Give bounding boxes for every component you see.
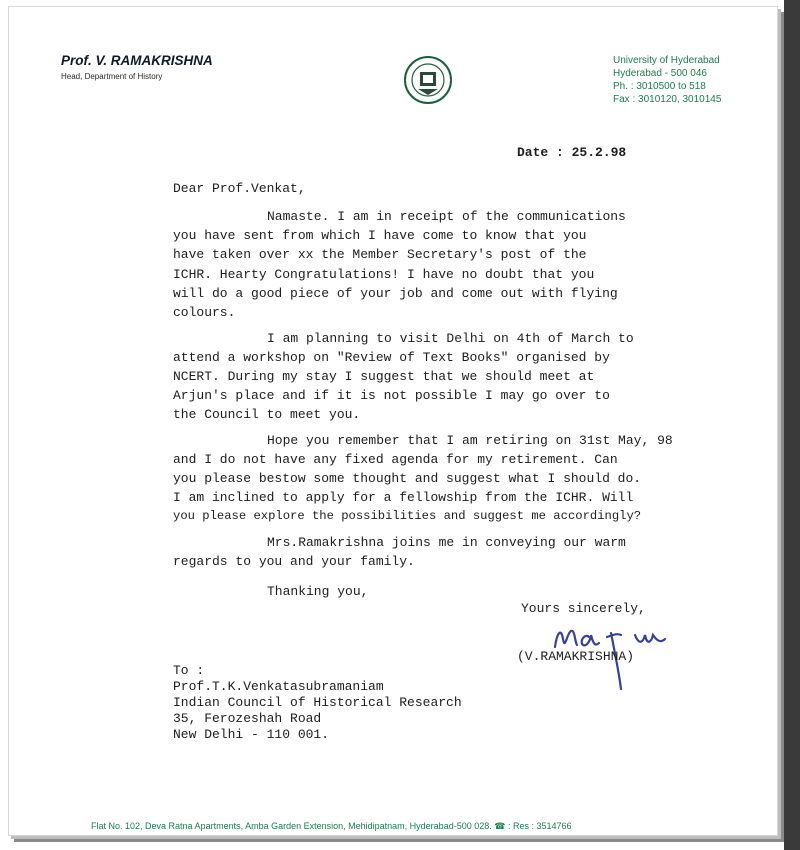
sender-designation: Head, Department of History: [61, 72, 163, 81]
paragraph-line: the Council to meet you.: [173, 407, 361, 422]
sender-name: Prof. V. RAMAKRISHNA: [61, 53, 213, 68]
address-line: Fax : 3010120, 3010145: [613, 94, 722, 105]
recipient-line: New Delhi - 110 001.: [173, 727, 330, 742]
university-address: [613, 54, 721, 106]
paragraph-line: Arjun's place and if it is not possible I may go over to: [173, 388, 610, 403]
address-line: University of Hyderabad: [613, 55, 720, 66]
right-border-bar: [784, 0, 800, 850]
residence-footer: Flat No. 102, Deva Ratna Apartments, Amba Garden Extension, Mehidipatnam, Hyderabad-500 028. ☎ : Res : 3514766: [91, 821, 572, 831]
recipient-line: Indian Council of Historical Research: [173, 695, 462, 710]
salutation: Dear Prof.Venkat,: [173, 181, 306, 196]
paragraph-line: you please bestow some thought and suggest what I should do.: [173, 471, 642, 486]
paragraph-line: and I do not have any fixed agenda for my retirement. Can: [173, 452, 618, 467]
recipient-line: Prof.T.K.Venkatasubramaniam: [173, 679, 384, 694]
paragraph-line: have taken over xx the Member Secretary's post of the: [173, 247, 587, 262]
closing-thanks: Thanking you,: [267, 584, 369, 599]
university-emblem-icon: [403, 55, 453, 110]
signatory-name: (V.RAMAKRISHNA): [517, 649, 635, 664]
paragraph-line: Mrs.Ramakrishna joins me in conveying our warm: [267, 535, 626, 550]
paragraph-line: I am inclined to apply for a fellowship from the ICHR. Will: [173, 490, 634, 505]
recipient-line: 35, Ferozeshah Road: [173, 711, 322, 726]
paragraph-line: ICHR. Hearty Congratulations! I have no doubt that you: [173, 267, 595, 282]
paragraph-line: will do a good piece of your job and come out with flying: [173, 286, 618, 301]
paragraph-line: colours.: [173, 305, 236, 320]
paragraph-line: NCERT. During my stay I suggest that we should meet at: [173, 369, 595, 384]
letter-page: [8, 6, 778, 836]
paragraph-line: regards to you and your family.: [173, 554, 415, 569]
paragraph-line: you have sent from which I have come to know that you: [173, 228, 587, 243]
paragraph-line: Hope you remember that I am retiring on 31st May, 98: [267, 433, 673, 448]
paragraph-line: you please explore the possibilities and suggest me accordingly?: [173, 509, 642, 523]
paragraph-line: attend a workshop on "Review of Text Books" organised by: [173, 350, 610, 365]
address-line: Ph. : 3010500 to 518: [613, 81, 706, 92]
paragraph-line: I am planning to visit Delhi on 4th of March to: [267, 331, 634, 346]
address-line: Hyderabad - 500 046: [613, 68, 707, 79]
recipient-to: To :: [173, 663, 205, 678]
paragraph-line: Namaste. I am in receipt of the communications: [267, 209, 626, 224]
letter-date: Date : 25.2.98: [517, 145, 627, 160]
closing-sincerely: Yours sincerely,: [521, 601, 646, 616]
